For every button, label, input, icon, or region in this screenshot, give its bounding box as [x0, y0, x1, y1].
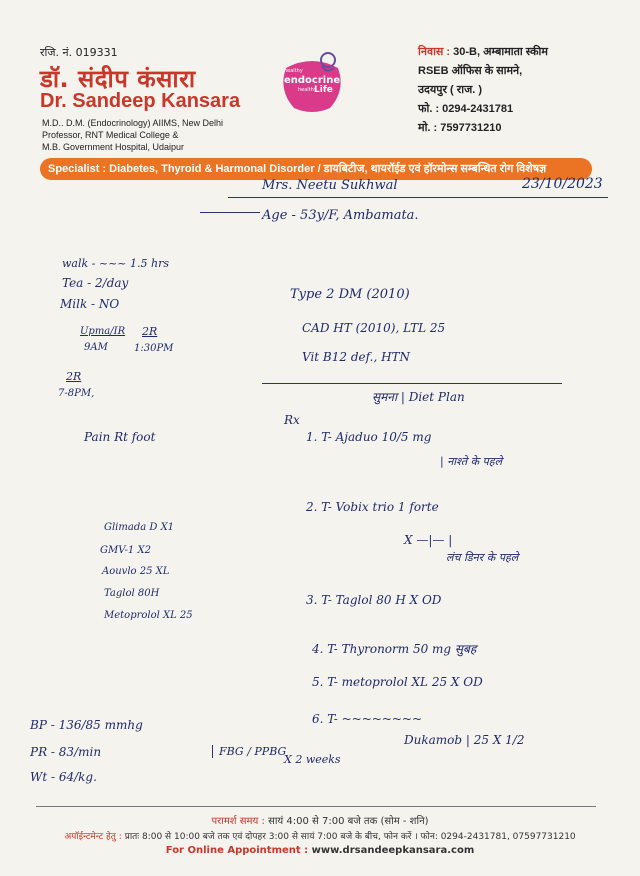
- rx-item-text: T- Ajaduo 10/5 mg: [321, 430, 432, 444]
- rx-item-number: 1.: [306, 430, 318, 444]
- patient-details: Age - 53y/F, Ambamata.: [262, 208, 419, 223]
- timing-label: परामर्श समय :: [211, 816, 265, 827]
- online-appointment: [0, 845, 640, 856]
- rx-item: [306, 593, 441, 607]
- mobile-label: मो. :: [418, 122, 438, 134]
- tests-ordered: FBG / PPBG: [212, 745, 286, 758]
- time-7-8pm: 7-8PM,: [58, 388, 95, 399]
- specialist-banner: Specialist : Diabetes, Thyroid & Harmonal Disorder / डायबिटीज, थायरॉईड एवं हॉरमोन्स सम्बन्धित रोग विशेषज्ञ: [40, 158, 592, 180]
- qualification-line: Professor, RNT Medical College &: [42, 130, 179, 140]
- follow-up: X 2 weeks: [284, 753, 341, 766]
- online-url[interactable]: www.drsandeepkansara.com: [311, 845, 475, 856]
- rx-item-number: 2.: [306, 500, 318, 514]
- time-9am: 9AM: [84, 342, 108, 353]
- online-label: For Online Appointment :: [165, 845, 309, 856]
- residence-line: RSEB ऑफिस के सामने,: [418, 65, 523, 77]
- tea-note: Tea - 2/day: [62, 276, 129, 290]
- rx-item-text: T- Thyronorm 50 mg सुबह: [327, 642, 477, 656]
- qualification-line: M.D.. D.M. (Endocrinology) AIIMS, New Delhi: [42, 118, 224, 128]
- rx-symbol: Rx: [284, 413, 300, 427]
- timing-text: सायं 4:00 से 7:00 बजे तक (सोम - शनि): [268, 816, 429, 827]
- upma-ir-note: Upma/IR: [80, 326, 126, 337]
- rx-item-dosage: X —|— |: [404, 533, 453, 547]
- rx-item-number: 3.: [306, 593, 318, 607]
- current-drug: GMV-1 X2: [100, 545, 151, 556]
- appointment-info: [0, 829, 640, 842]
- appointment-label: अपॉईन्टमेन्ट हेतु :: [64, 832, 122, 842]
- phone-label: फो. :: [418, 103, 440, 115]
- meal-2r: 2R: [142, 325, 158, 338]
- rx-item-number: 5.: [312, 675, 324, 689]
- residence-line: 30-B, अम्बामाता स्कीम: [453, 46, 548, 58]
- underline: [200, 212, 260, 213]
- rx-item: [306, 500, 439, 514]
- rx-item: [312, 640, 476, 657]
- logo-small-mid: healthy: [298, 87, 317, 93]
- diet-plan-note: सुमना | Diet Plan: [372, 390, 465, 404]
- rx-item-text: T- Vobix trio 1 forte: [321, 500, 439, 514]
- endocrine-logo: [276, 50, 350, 116]
- residence-line: उदयपुर ( राज. ): [418, 84, 483, 96]
- blood-pressure: BP - 136/85 mmhg: [30, 718, 143, 732]
- consultation-timing: [0, 813, 640, 827]
- history-diabetes: Type 2 DM (2010): [290, 287, 410, 302]
- underline: [262, 383, 562, 384]
- weight: Wt - 64/kg.: [30, 770, 97, 784]
- history-b12: Vit B12 def., HTN: [302, 350, 411, 364]
- residence-label: निवास :: [418, 46, 451, 58]
- rx-item: [306, 430, 431, 444]
- logo-life: Life: [314, 85, 333, 95]
- prescription-date: 23/10/2023: [522, 176, 603, 192]
- current-drug: Glimada D X1: [104, 522, 175, 533]
- doctor-name-english: Dr. Sandeep Kansara: [40, 90, 241, 112]
- rx-item-text: T- ~~~~~~~~: [327, 712, 423, 726]
- current-drug: Taglol 80H: [104, 588, 160, 599]
- walk-note: walk - ~~~ 1.5 hrs: [62, 257, 169, 270]
- logo-small-top: healthy: [284, 68, 303, 74]
- rx-item-text: T- Taglol 80 H X OD: [321, 593, 442, 607]
- rx-item-text: T- metoprolol XL 25 X OD: [327, 675, 483, 689]
- rx-item: [312, 712, 422, 726]
- qualification-line: M.B. Government Hospital, Udaipur: [42, 142, 185, 152]
- current-drug: Aouvlo 25 XL: [102, 566, 170, 577]
- rx-item: [312, 675, 483, 689]
- logo-main: endocrine: [284, 75, 341, 86]
- registration-number: रजि. नं. 019331: [40, 46, 118, 59]
- pulse-rate: PR - 83/min: [30, 745, 102, 759]
- rx-item-instruction: लंच डिनर के पहले: [446, 551, 519, 564]
- rx-item-instruction: | नाश्ते के पहले: [440, 455, 503, 468]
- appointment-text: प्रातः 8:00 से 10:00 बजे तक एवं दोपहर 3:00 से सायं 7:00 बजे के बीच, फोन करें । फोन: 0294-2431781, 07597731210: [124, 832, 576, 842]
- mobile-number: 7597731210: [440, 122, 502, 134]
- rx-item-number: 6.: [312, 712, 324, 726]
- history-cad: CAD HT (2010), LTL 25: [302, 321, 446, 335]
- underline: [228, 197, 608, 198]
- milk-note: Milk - NO: [60, 297, 120, 311]
- current-drug: Metoprolol XL 25: [104, 610, 193, 621]
- qualifications: [42, 117, 272, 153]
- rx-item-number: 4.: [312, 642, 324, 656]
- meal-2r: 2R: [66, 370, 82, 383]
- pain-note: Pain Rt foot: [84, 430, 156, 444]
- patient-name: Mrs. Neetu Sukhwal: [262, 178, 398, 193]
- rx-item-dosage: Dukamob | 25 X 1/2: [404, 733, 525, 747]
- footer-divider: [36, 806, 596, 807]
- doctor-name-hindi: डॉ. संदीप कंसारा: [40, 65, 196, 93]
- address-block: [418, 43, 548, 138]
- time-130pm: 1:30PM: [134, 343, 174, 354]
- phone-number: 0294-2431781: [442, 103, 514, 115]
